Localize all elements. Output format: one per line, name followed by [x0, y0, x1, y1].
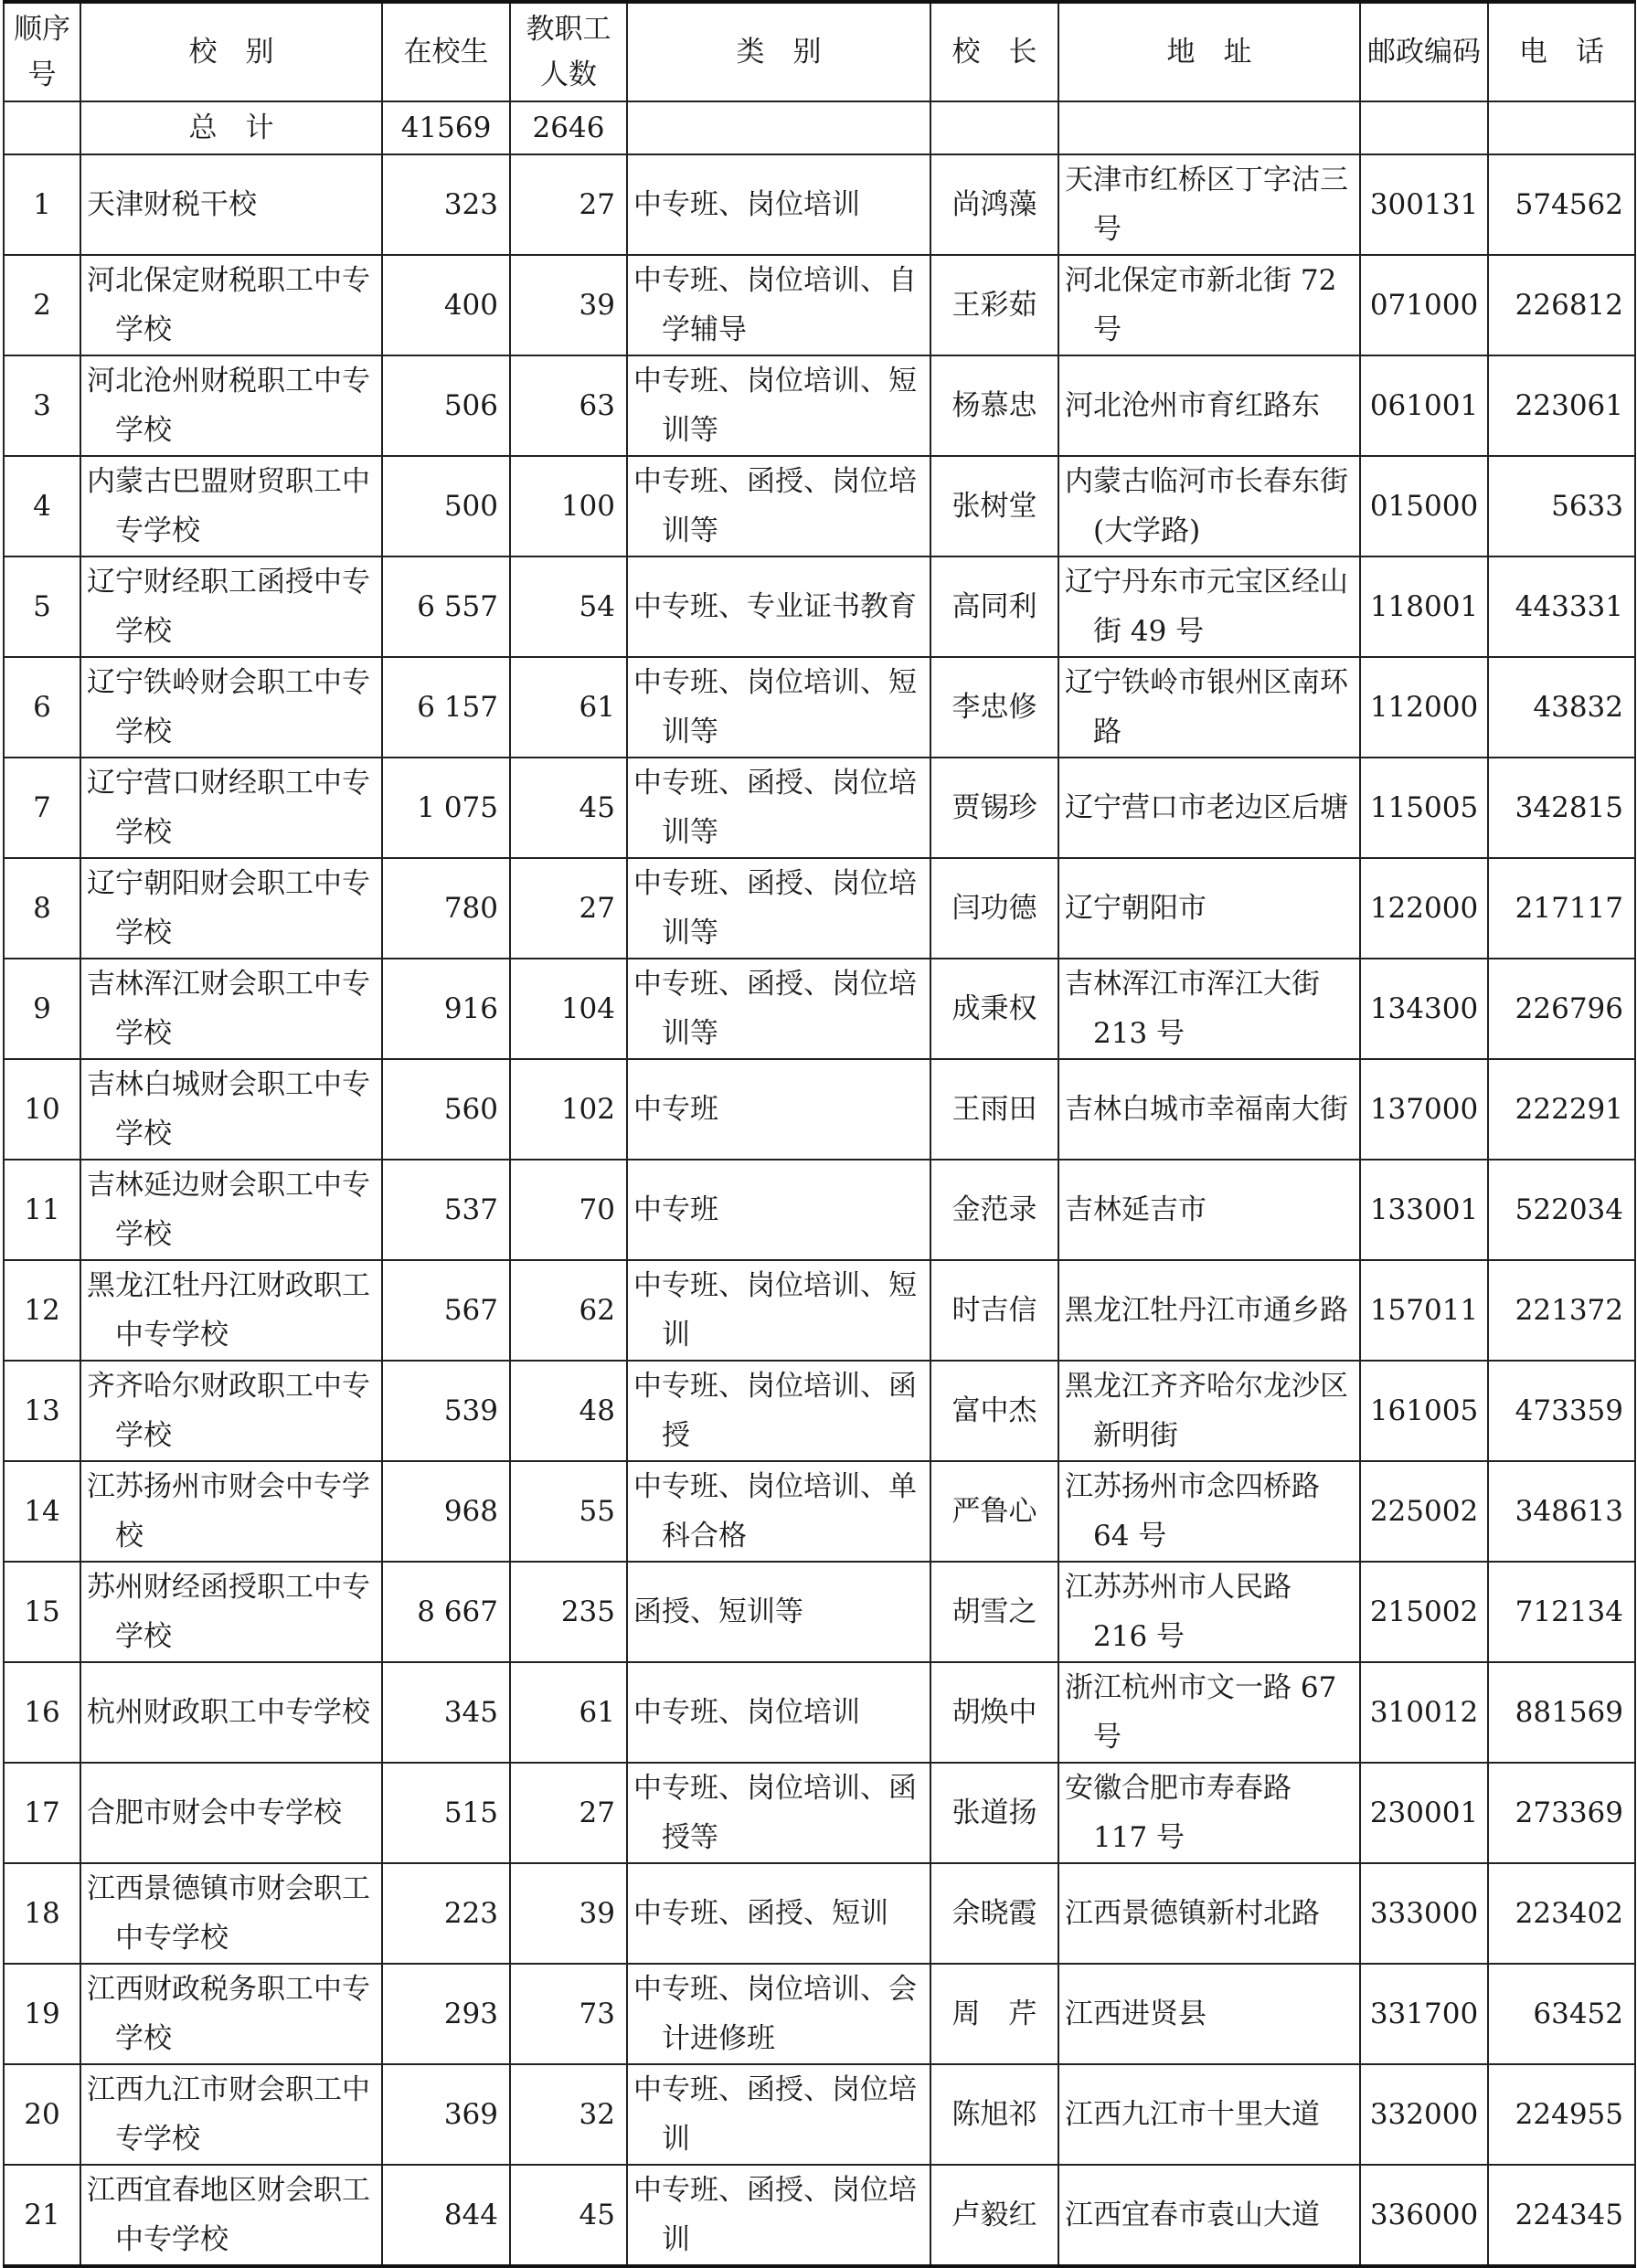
cell-students: 6 157 [382, 657, 510, 758]
cell-students: 1 075 [382, 758, 510, 858]
cell-postcode: 118001 [1360, 556, 1488, 657]
cell-staff: 48 [510, 1361, 627, 1461]
cell-postcode: 133001 [1360, 1160, 1488, 1260]
cell-postcode: 332000 [1360, 2064, 1488, 2165]
cell-address: 吉林延吉市 [1058, 1160, 1360, 1260]
cell-address: 吉林白城市幸福南大街 [1058, 1059, 1360, 1160]
header-type: 类 别 [627, 2, 930, 101]
cell-no: 19 [4, 1964, 80, 2064]
cell-staff: 45 [510, 2165, 627, 2266]
table-body [4, 101, 1635, 2266]
cell-no: 1 [4, 154, 80, 255]
cell-no: 9 [4, 959, 80, 1059]
cell-phone: 224955 [1488, 2064, 1635, 2165]
cell-address: 江西宜春市袁山大道 [1058, 2165, 1360, 2266]
cell-school-name: 江西景德镇市财会职工中专学校 [80, 1863, 382, 1964]
cell-type: 中专班、函授、岗位培训 [627, 2064, 930, 2165]
cell-type: 中专班、岗位培训、函授等 [627, 1763, 930, 1863]
cell-address: 河北沧州市育红路东 [1058, 355, 1360, 456]
cell-school-name: 齐齐哈尔财政职工中专学校 [80, 1361, 382, 1461]
table-row [4, 1964, 1635, 2064]
cell-principal: 金范录 [930, 1160, 1058, 1260]
table-row [4, 1863, 1635, 1964]
cell-principal: 张树堂 [930, 456, 1058, 556]
total-no-cell [4, 101, 80, 154]
cell-type: 中专班 [627, 1160, 930, 1260]
cell-type: 函授、短训等 [627, 1562, 930, 1662]
cell-staff: 32 [510, 2064, 627, 2165]
cell-principal: 成秉权 [930, 959, 1058, 1059]
cell-type: 中专班、岗位培训、单科合格 [627, 1461, 930, 1562]
cell-principal: 王雨田 [930, 1059, 1058, 1160]
cell-postcode: 134300 [1360, 959, 1488, 1059]
cell-address: 内蒙古临河市长春东街(大学路) [1058, 456, 1360, 556]
cell-school-name: 江西九江市财会职工中专学校 [80, 2064, 382, 2165]
cell-school-name: 吉林白城财会职工中专学校 [80, 1059, 382, 1160]
cell-principal: 贾锡珍 [930, 758, 1058, 858]
cell-students: 8 667 [382, 1562, 510, 1662]
cell-students: 968 [382, 1461, 510, 1562]
cell-no: 5 [4, 556, 80, 657]
cell-students: 515 [382, 1763, 510, 1863]
cell-address: 黑龙江齐齐哈尔龙沙区新明街 [1058, 1361, 1360, 1461]
cell-no: 18 [4, 1863, 80, 1964]
cell-address: 辽宁丹东市元宝区经山街 49 号 [1058, 556, 1360, 657]
header-phone: 电 话 [1488, 2, 1635, 101]
header-students: 在校生 [382, 2, 510, 101]
cell-phone: 5633 [1488, 456, 1635, 556]
table-row [4, 2064, 1635, 2165]
total-row [4, 101, 1635, 154]
cell-postcode: 015000 [1360, 456, 1488, 556]
table-row [4, 456, 1635, 556]
total-staff: 2646 [510, 101, 627, 154]
cell-address: 河北保定市新北街 72 号 [1058, 255, 1360, 355]
cell-address: 辽宁铁岭市银州区南环路 [1058, 657, 1360, 758]
cell-address: 黑龙江牡丹江市通乡路 [1058, 1260, 1360, 1361]
header-row [4, 2, 1635, 101]
cell-address: 江西景德镇新村北路 [1058, 1863, 1360, 1964]
cell-principal: 富中杰 [930, 1361, 1058, 1461]
cell-phone: 712134 [1488, 1562, 1635, 1662]
cell-school-name: 内蒙古巴盟财贸职工中专学校 [80, 456, 382, 556]
cell-address: 辽宁营口市老边区后塘 [1058, 758, 1360, 858]
header-staff: 教职工人数 [510, 2, 627, 101]
table-row [4, 1260, 1635, 1361]
school-table [3, 0, 1636, 2268]
cell-no: 21 [4, 2165, 80, 2266]
total-empty-cell [1058, 101, 1360, 154]
table-row [4, 1361, 1635, 1461]
cell-staff: 104 [510, 959, 627, 1059]
cell-staff: 235 [510, 1562, 627, 1662]
cell-type: 中专班、岗位培训、自学辅导 [627, 255, 930, 355]
cell-type: 中专班、函授、岗位培训等 [627, 959, 930, 1059]
cell-principal: 周 芹 [930, 1964, 1058, 2064]
cell-postcode: 112000 [1360, 657, 1488, 758]
cell-type: 中专班、函授、短训 [627, 1863, 930, 1964]
cell-students: 560 [382, 1059, 510, 1160]
cell-type: 中专班、岗位培训 [627, 154, 930, 255]
cell-principal: 时吉信 [930, 1260, 1058, 1361]
cell-postcode: 122000 [1360, 858, 1488, 959]
cell-type: 中专班、岗位培训、会计进修班 [627, 1964, 930, 2064]
table-row [4, 959, 1635, 1059]
cell-staff: 27 [510, 858, 627, 959]
cell-no: 8 [4, 858, 80, 959]
cell-postcode: 300131 [1360, 154, 1488, 255]
cell-postcode: 225002 [1360, 1461, 1488, 1562]
table-row [4, 1059, 1635, 1160]
cell-no: 11 [4, 1160, 80, 1260]
total-label: 总 计 [80, 101, 382, 154]
table-row [4, 2165, 1635, 2266]
cell-postcode: 310012 [1360, 1662, 1488, 1763]
cell-principal: 高同利 [930, 556, 1058, 657]
table-row [4, 154, 1635, 255]
cell-school-name: 辽宁铁岭财会职工中专学校 [80, 657, 382, 758]
header-head: 校 长 [930, 2, 1058, 101]
cell-phone: 881569 [1488, 1662, 1635, 1763]
cell-students: 323 [382, 154, 510, 255]
total-empty-cell [930, 101, 1058, 154]
cell-students: 223 [382, 1863, 510, 1964]
cell-type: 中专班、函授、岗位培训等 [627, 758, 930, 858]
cell-principal: 卢毅红 [930, 2165, 1058, 2266]
cell-school-name: 苏州财经函授职工中专学校 [80, 1562, 382, 1662]
cell-principal: 杨慕忠 [930, 355, 1058, 456]
cell-phone: 342815 [1488, 758, 1635, 858]
table-row [4, 1562, 1635, 1662]
cell-school-name: 河北保定财税职工中专学校 [80, 255, 382, 355]
cell-phone: 348613 [1488, 1461, 1635, 1562]
cell-type: 中专班、岗位培训、短训等 [627, 657, 930, 758]
cell-school-name: 江西财政税务职工中专学校 [80, 1964, 382, 2064]
cell-postcode: 071000 [1360, 255, 1488, 355]
school-directory-sheet [3, 0, 1634, 2256]
cell-phone: 522034 [1488, 1160, 1635, 1260]
cell-address: 辽宁朝阳市 [1058, 858, 1360, 959]
cell-students: 500 [382, 456, 510, 556]
cell-staff: 39 [510, 255, 627, 355]
cell-staff: 27 [510, 154, 627, 255]
cell-students: 506 [382, 355, 510, 456]
cell-students: 293 [382, 1964, 510, 2064]
cell-phone: 473359 [1488, 1361, 1635, 1461]
table-row [4, 657, 1635, 758]
cell-postcode: 336000 [1360, 2165, 1488, 2266]
cell-principal: 余晓霞 [930, 1863, 1058, 1964]
cell-staff: 55 [510, 1461, 627, 1562]
cell-no: 17 [4, 1763, 80, 1863]
cell-staff: 100 [510, 456, 627, 556]
cell-principal: 李忠修 [930, 657, 1058, 758]
cell-postcode: 061001 [1360, 355, 1488, 456]
cell-phone: 574562 [1488, 154, 1635, 255]
cell-type: 中专班 [627, 1059, 930, 1160]
cell-school-name: 辽宁营口财经职工中专学校 [80, 758, 382, 858]
cell-staff: 45 [510, 758, 627, 858]
cell-phone: 222291 [1488, 1059, 1635, 1160]
cell-phone: 217117 [1488, 858, 1635, 959]
cell-no: 3 [4, 355, 80, 456]
cell-type: 中专班、专业证书教育 [627, 556, 930, 657]
table-row [4, 1461, 1635, 1562]
cell-phone: 43832 [1488, 657, 1635, 758]
total-students: 41569 [382, 101, 510, 154]
cell-students: 844 [382, 2165, 510, 2266]
cell-address: 江西九江市十里大道 [1058, 2064, 1360, 2165]
cell-phone: 63452 [1488, 1964, 1635, 2064]
cell-address: 江苏扬州市念四桥路 64 号 [1058, 1461, 1360, 1562]
total-empty-cell [1360, 101, 1488, 154]
total-empty-cell [627, 101, 930, 154]
cell-no: 6 [4, 657, 80, 758]
cell-type: 中专班、函授、岗位培训 [627, 2165, 930, 2266]
header-postcode: 邮政编码 [1360, 2, 1488, 101]
header-no: 顺序号 [4, 2, 80, 101]
cell-no: 15 [4, 1562, 80, 1662]
cell-phone: 273369 [1488, 1763, 1635, 1863]
cell-students: 916 [382, 959, 510, 1059]
table-row [4, 556, 1635, 657]
cell-no: 13 [4, 1361, 80, 1461]
cell-address: 江西进贤县 [1058, 1964, 1360, 2064]
cell-address: 吉林浑江市浑江大街 213 号 [1058, 959, 1360, 1059]
cell-school-name: 黑龙江牡丹江财政职工中专学校 [80, 1260, 382, 1361]
cell-principal: 严鲁心 [930, 1461, 1058, 1562]
header-name: 校 别 [80, 2, 382, 101]
cell-address: 江苏苏州市人民路 216 号 [1058, 1562, 1360, 1662]
cell-type: 中专班、岗位培训、短训 [627, 1260, 930, 1361]
cell-school-name: 江苏扬州市财会中专学校 [80, 1461, 382, 1562]
cell-school-name: 天津财税干校 [80, 154, 382, 255]
cell-school-name: 河北沧州财税职工中专学校 [80, 355, 382, 456]
cell-no: 7 [4, 758, 80, 858]
cell-address: 安徽合肥市寿春路 117 号 [1058, 1763, 1360, 1863]
table-row [4, 1763, 1635, 1863]
cell-school-name: 江西宜春地区财会职工中专学校 [80, 2165, 382, 2266]
table-row [4, 1160, 1635, 1260]
cell-school-name: 辽宁朝阳财会职工中专学校 [80, 858, 382, 959]
cell-principal: 闫功德 [930, 858, 1058, 959]
cell-staff: 27 [510, 1763, 627, 1863]
cell-school-name: 辽宁财经职工函授中专学校 [80, 556, 382, 657]
cell-type: 中专班、函授、岗位培训等 [627, 456, 930, 556]
cell-principal: 陈旭祁 [930, 2064, 1058, 2165]
cell-staff: 39 [510, 1863, 627, 1964]
cell-principal: 尚鸿藻 [930, 154, 1058, 255]
table-row [4, 355, 1635, 456]
cell-phone: 221372 [1488, 1260, 1635, 1361]
cell-students: 6 557 [382, 556, 510, 657]
cell-staff: 54 [510, 556, 627, 657]
cell-staff: 102 [510, 1059, 627, 1160]
cell-students: 369 [382, 2064, 510, 2165]
header-address: 地 址 [1058, 2, 1360, 101]
cell-staff: 61 [510, 1662, 627, 1763]
cell-phone: 226812 [1488, 255, 1635, 355]
cell-postcode: 230001 [1360, 1763, 1488, 1863]
cell-postcode: 115005 [1360, 758, 1488, 858]
cell-school-name: 吉林浑江财会职工中专学校 [80, 959, 382, 1059]
cell-students: 539 [382, 1361, 510, 1461]
cell-postcode: 137000 [1360, 1059, 1488, 1160]
cell-principal: 胡雪之 [930, 1562, 1058, 1662]
cell-principal: 张道扬 [930, 1763, 1058, 1863]
cell-no: 20 [4, 2064, 80, 2165]
cell-school-name: 合肥市财会中专学校 [80, 1763, 382, 1863]
cell-phone: 223061 [1488, 355, 1635, 456]
cell-students: 345 [382, 1662, 510, 1763]
cell-school-name: 吉林延边财会职工中专学校 [80, 1160, 382, 1260]
cell-postcode: 161005 [1360, 1361, 1488, 1461]
table-row [4, 255, 1635, 355]
cell-students: 780 [382, 858, 510, 959]
cell-staff: 70 [510, 1160, 627, 1260]
cell-address: 浙江杭州市文一路 67 号 [1058, 1662, 1360, 1763]
cell-postcode: 157011 [1360, 1260, 1488, 1361]
cell-students: 537 [382, 1160, 510, 1260]
cell-no: 12 [4, 1260, 80, 1361]
cell-phone: 226796 [1488, 959, 1635, 1059]
cell-students: 567 [382, 1260, 510, 1361]
cell-no: 10 [4, 1059, 80, 1160]
cell-staff: 63 [510, 355, 627, 456]
cell-phone: 443331 [1488, 556, 1635, 657]
cell-address: 天津市红桥区丁字沽三号 [1058, 154, 1360, 255]
cell-principal: 胡焕中 [930, 1662, 1058, 1763]
table-header [4, 2, 1635, 101]
cell-type: 中专班、函授、岗位培训等 [627, 858, 930, 959]
table-row [4, 858, 1635, 959]
cell-type: 中专班、岗位培训、函授 [627, 1361, 930, 1461]
cell-type: 中专班、岗位培训 [627, 1662, 930, 1763]
cell-postcode: 333000 [1360, 1863, 1488, 1964]
cell-postcode: 215002 [1360, 1562, 1488, 1662]
cell-school-name: 杭州财政职工中专学校 [80, 1662, 382, 1763]
cell-staff: 62 [510, 1260, 627, 1361]
cell-postcode: 331700 [1360, 1964, 1488, 2064]
total-empty-cell [1488, 101, 1635, 154]
table-row [4, 758, 1635, 858]
cell-no: 4 [4, 456, 80, 556]
cell-phone: 224345 [1488, 2165, 1635, 2266]
cell-staff: 61 [510, 657, 627, 758]
cell-phone: 223402 [1488, 1863, 1635, 1964]
cell-type: 中专班、岗位培训、短训等 [627, 355, 930, 456]
cell-staff: 73 [510, 1964, 627, 2064]
table-row [4, 1662, 1635, 1763]
cell-no: 2 [4, 255, 80, 355]
cell-students: 400 [382, 255, 510, 355]
cell-no: 14 [4, 1461, 80, 1562]
cell-principal: 王彩茹 [930, 255, 1058, 355]
cell-no: 16 [4, 1662, 80, 1763]
